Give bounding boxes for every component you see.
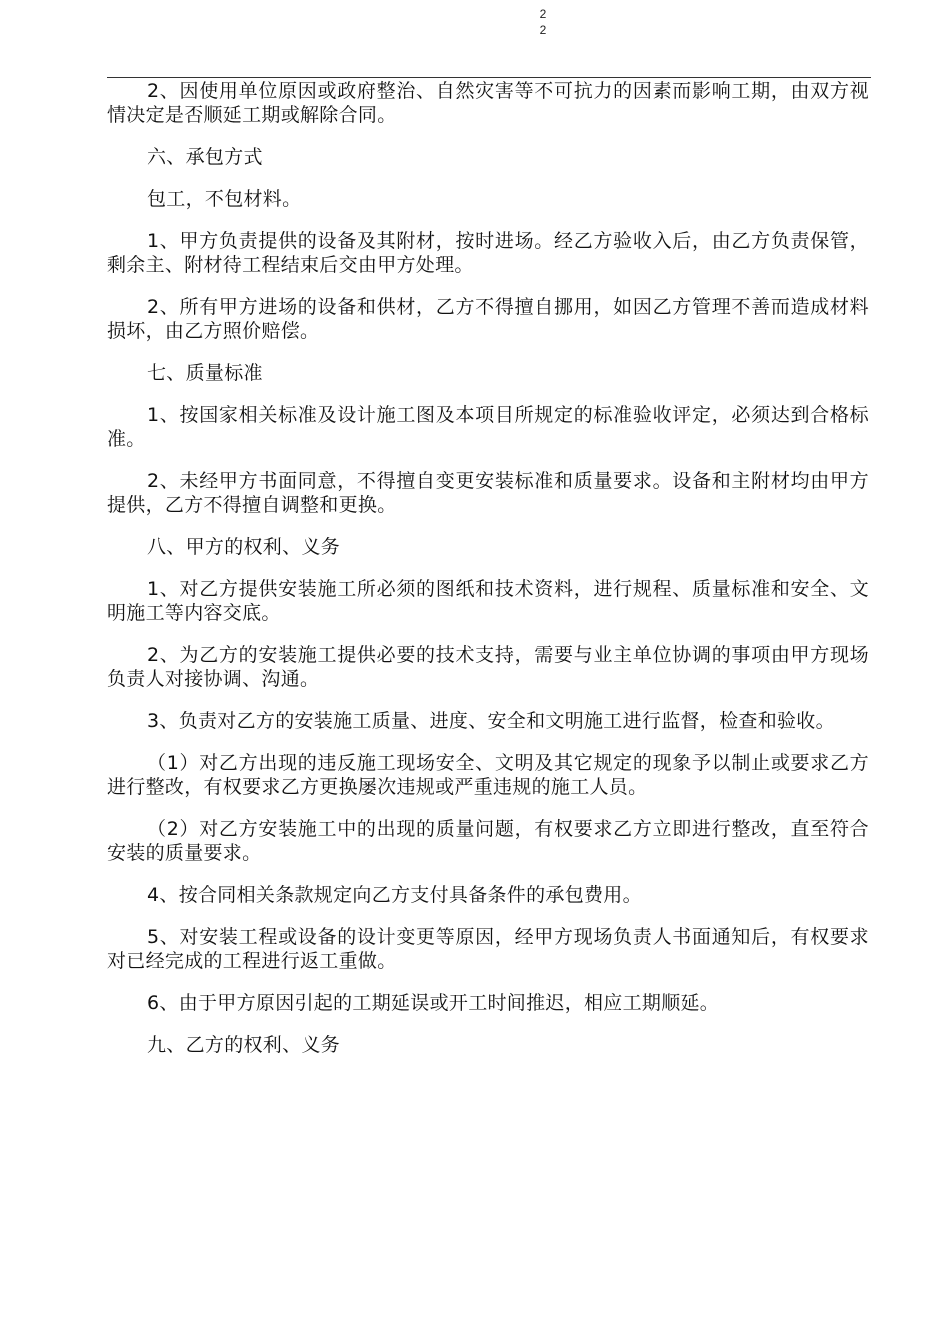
paragraph-no-unauthorized-change: 2、未经甲方书面同意，不得擅自变更安装标准和质量要求。设备和主附材均由甲方提供，乙方不得擅自调整和更换。: [107, 470, 869, 516]
paragraph-subitem-2: （2）对乙方安装施工中的出现的质量问题，有权要求乙方立即进行整改，直至符合安装的质量要求。: [107, 818, 869, 864]
paragraph-technical-support: 2、为乙方的安装施工提供必要的技术支持，需要与业主单位协调的事项由甲方现场负责人对接协调、沟通。: [107, 644, 869, 690]
section-heading-party-b-rights: 九、乙方的权利、义务: [147, 1034, 341, 1056]
page-number-line-2: 2: [539, 23, 547, 37]
paragraph-supervision: 3、负责对乙方的安装施工质量、进度、安全和文明施工进行监督，检查和验收。: [147, 710, 835, 732]
document-body: [107, 79, 869, 1057]
paragraph-payment: 4、按合同相关条款规定向乙方支付具备条件的承包费用。: [147, 884, 642, 906]
header-divider: [107, 77, 871, 78]
paragraph-delay-clause: 2、因使用单位原因或政府整治、自然灾害等不可抗力的因素而影响工期，由双方视情决定是否顺延工期或解除合同。: [107, 80, 869, 126]
section-heading-party-a-rights: 八、甲方的权利、义务: [147, 536, 341, 558]
paragraph-rework: 5、对安装工程或设备的设计变更等原因，经甲方现场负责人书面通知后，有权要求对已经完成的工程进行返工重做。: [107, 926, 869, 972]
paragraph-acceptance-standard: 1、按国家相关标准及设计施工图及本项目所规定的标准验收评定，必须达到合格标准。: [107, 404, 869, 450]
paragraph-equipment-supply: 1、甲方负责提供的设备及其附材，按时进场。经乙方验收入后，由乙方负责保管，剩余主、附材待工程结束后交由甲方处理。: [107, 230, 869, 276]
paragraph-labor-only: 包工，不包材料。: [147, 188, 302, 210]
page-number-line-1: 2: [539, 7, 547, 21]
paragraph-technical-briefing: 1、对乙方提供安装施工所必须的图纸和技术资料，进行规程、质量标准和安全、文明施工等内容交底。: [107, 578, 869, 624]
paragraph-material-misuse: 2、所有甲方进场的设备和供材，乙方不得擅自挪用，如因乙方管理不善而造成材料损坏，由乙方照价赔偿。: [107, 296, 869, 342]
paragraph-subitem-1: （1）对乙方出现的违反施工现场安全、文明及其它规定的现象予以制止或要求乙方进行整改，有权要求乙方更换屡次违规或严重违规的施工人员。: [107, 752, 869, 798]
paragraph-delay-extension: 6、由于甲方原因引起的工期延误或开工时间推迟，相应工期顺延。: [147, 992, 720, 1014]
section-heading-quality-standard: 七、质量标准: [147, 362, 263, 384]
page-number: [536, 6, 550, 38]
section-heading-contract-mode: 六、承包方式: [147, 146, 263, 168]
